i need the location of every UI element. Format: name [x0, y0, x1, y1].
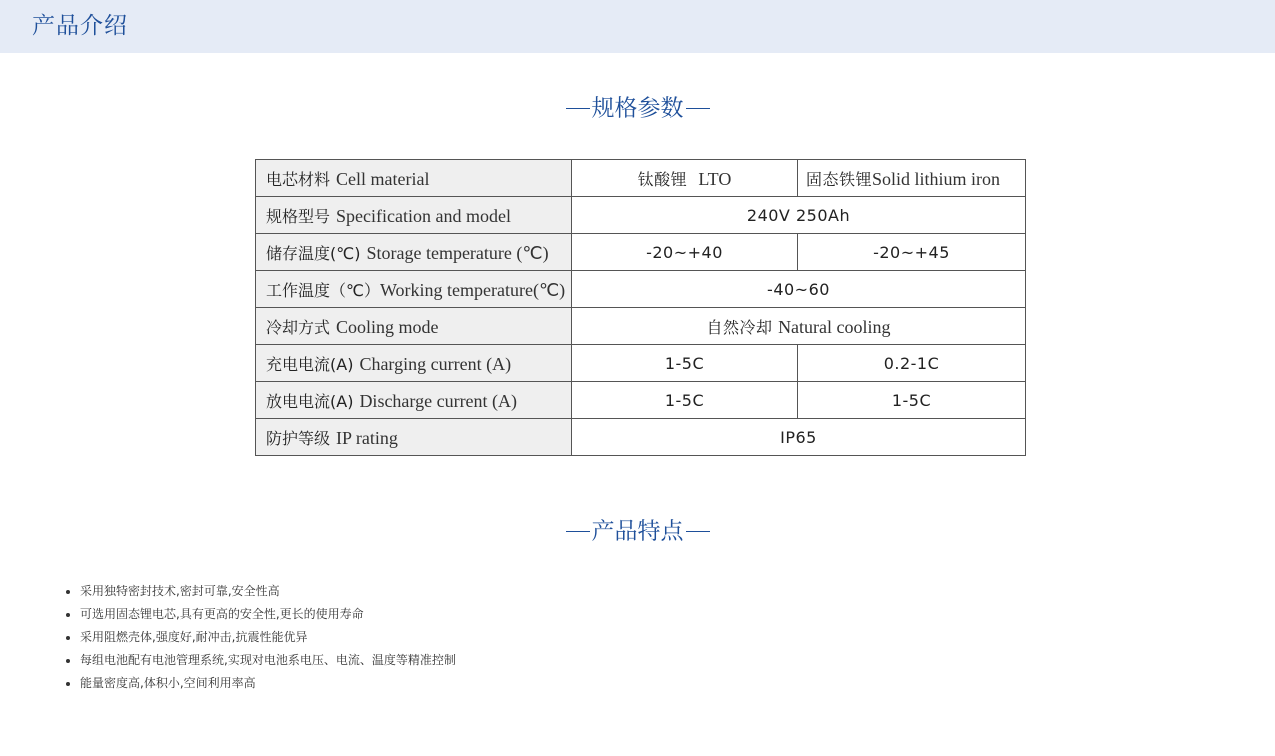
spec-value-en: LTO: [698, 168, 732, 189]
spec-label-en: Working temperature(℃): [379, 279, 566, 300]
spec-label-zh: 工作温度（℃）: [266, 280, 380, 300]
table-row: [256, 419, 1026, 456]
spec-label-cell: [256, 419, 572, 456]
spec-label-cell: [256, 271, 572, 308]
spec-value-cell: 1-5C: [572, 345, 798, 382]
spec-label-zh: 冷却方式: [266, 317, 331, 337]
table-row: [256, 271, 1026, 308]
spec-value-cell: -20~+40: [572, 234, 798, 271]
spec-value-cell: -40~60: [572, 271, 1026, 308]
spec-label-zh: 放电电流(A): [266, 391, 354, 411]
spec-label-cell: [256, 382, 572, 419]
spec-value-cell: 0.2-1C: [798, 345, 1026, 382]
spec-value-en: Solid lithium iron: [872, 168, 1001, 189]
table-row: [256, 197, 1026, 234]
spec-label-cell: [256, 160, 572, 197]
spec-value-cell: IP65: [572, 419, 1026, 456]
features-list: [62, 580, 456, 695]
heading-right-rule: [686, 531, 710, 532]
spec-label-cell: [256, 197, 572, 234]
spec-value-cell: [572, 308, 1026, 345]
table-row: [256, 160, 1026, 197]
table-row: [256, 382, 1026, 419]
spec-label-zh: 储存温度(℃): [266, 243, 361, 263]
heading-right-rule: [686, 108, 710, 109]
spec-value-cell: [572, 160, 798, 197]
heading-left-rule: [566, 531, 590, 532]
list-item: • 可选用固态锂电芯,具有更高的安全性,更长的使用寿命: [80, 603, 456, 626]
spec-label-zh: 电芯材料: [266, 169, 331, 189]
spec-label-zh: 防护等级: [266, 428, 331, 448]
spec-label-en: Cell material: [336, 168, 430, 189]
spec-table: [255, 159, 1026, 456]
spec-value-zh: 自然冷却: [706, 317, 773, 337]
list-item: • 采用独特密封技术,密封可靠,安全性高: [80, 580, 456, 603]
spec-value-cell: -20~+45: [798, 234, 1026, 271]
spec-label-cell: [256, 308, 572, 345]
spec-label-cell: [256, 234, 572, 271]
list-item: • 能量密度高,体积小,空间利用率高: [80, 672, 456, 695]
spec-label-en: Discharge current (A): [359, 390, 518, 411]
spec-section-heading: [0, 93, 1275, 124]
spec-value-cell: 1-5C: [798, 382, 1026, 419]
spec-label-zh: 规格型号: [266, 206, 331, 226]
page-header: [0, 0, 1275, 53]
spec-label-zh: 充电电流(A): [266, 354, 354, 374]
spec-value-zh: 钛酸锂: [637, 169, 688, 189]
spec-label-en: Cooling mode: [336, 316, 439, 337]
features-section-heading: [0, 516, 1275, 547]
list-item: • 采用阻燃壳体,强度好,耐冲击,抗震性能优异: [80, 626, 456, 649]
spec-label-en: IP rating: [336, 427, 398, 448]
spec-value-zh: 固态铁锂: [806, 169, 873, 189]
list-item: • 每组电池配有电池管理系统,实现对电池系电压、电流、温度等精准控制: [80, 649, 456, 672]
spec-label-en: Storage temperature (℃): [366, 242, 549, 263]
spec-label-en: Specification and model: [336, 205, 511, 226]
spec-section-title: 规格参数: [591, 95, 684, 122]
spec-label-en: Charging current (A): [359, 353, 512, 374]
table-row: [256, 345, 1026, 382]
table-row: [256, 308, 1026, 345]
spec-value-cell: [798, 160, 1026, 197]
spec-value-cell: 1-5C: [572, 382, 798, 419]
page-title: 产品介绍: [32, 13, 128, 39]
heading-left-rule: [566, 108, 590, 109]
table-row: [256, 234, 1026, 271]
spec-label-cell: [256, 345, 572, 382]
spec-value-en: Natural cooling: [778, 316, 891, 337]
spec-value-cell: 240V 250Ah: [572, 197, 1026, 234]
features-section-title: 产品特点: [591, 518, 684, 545]
